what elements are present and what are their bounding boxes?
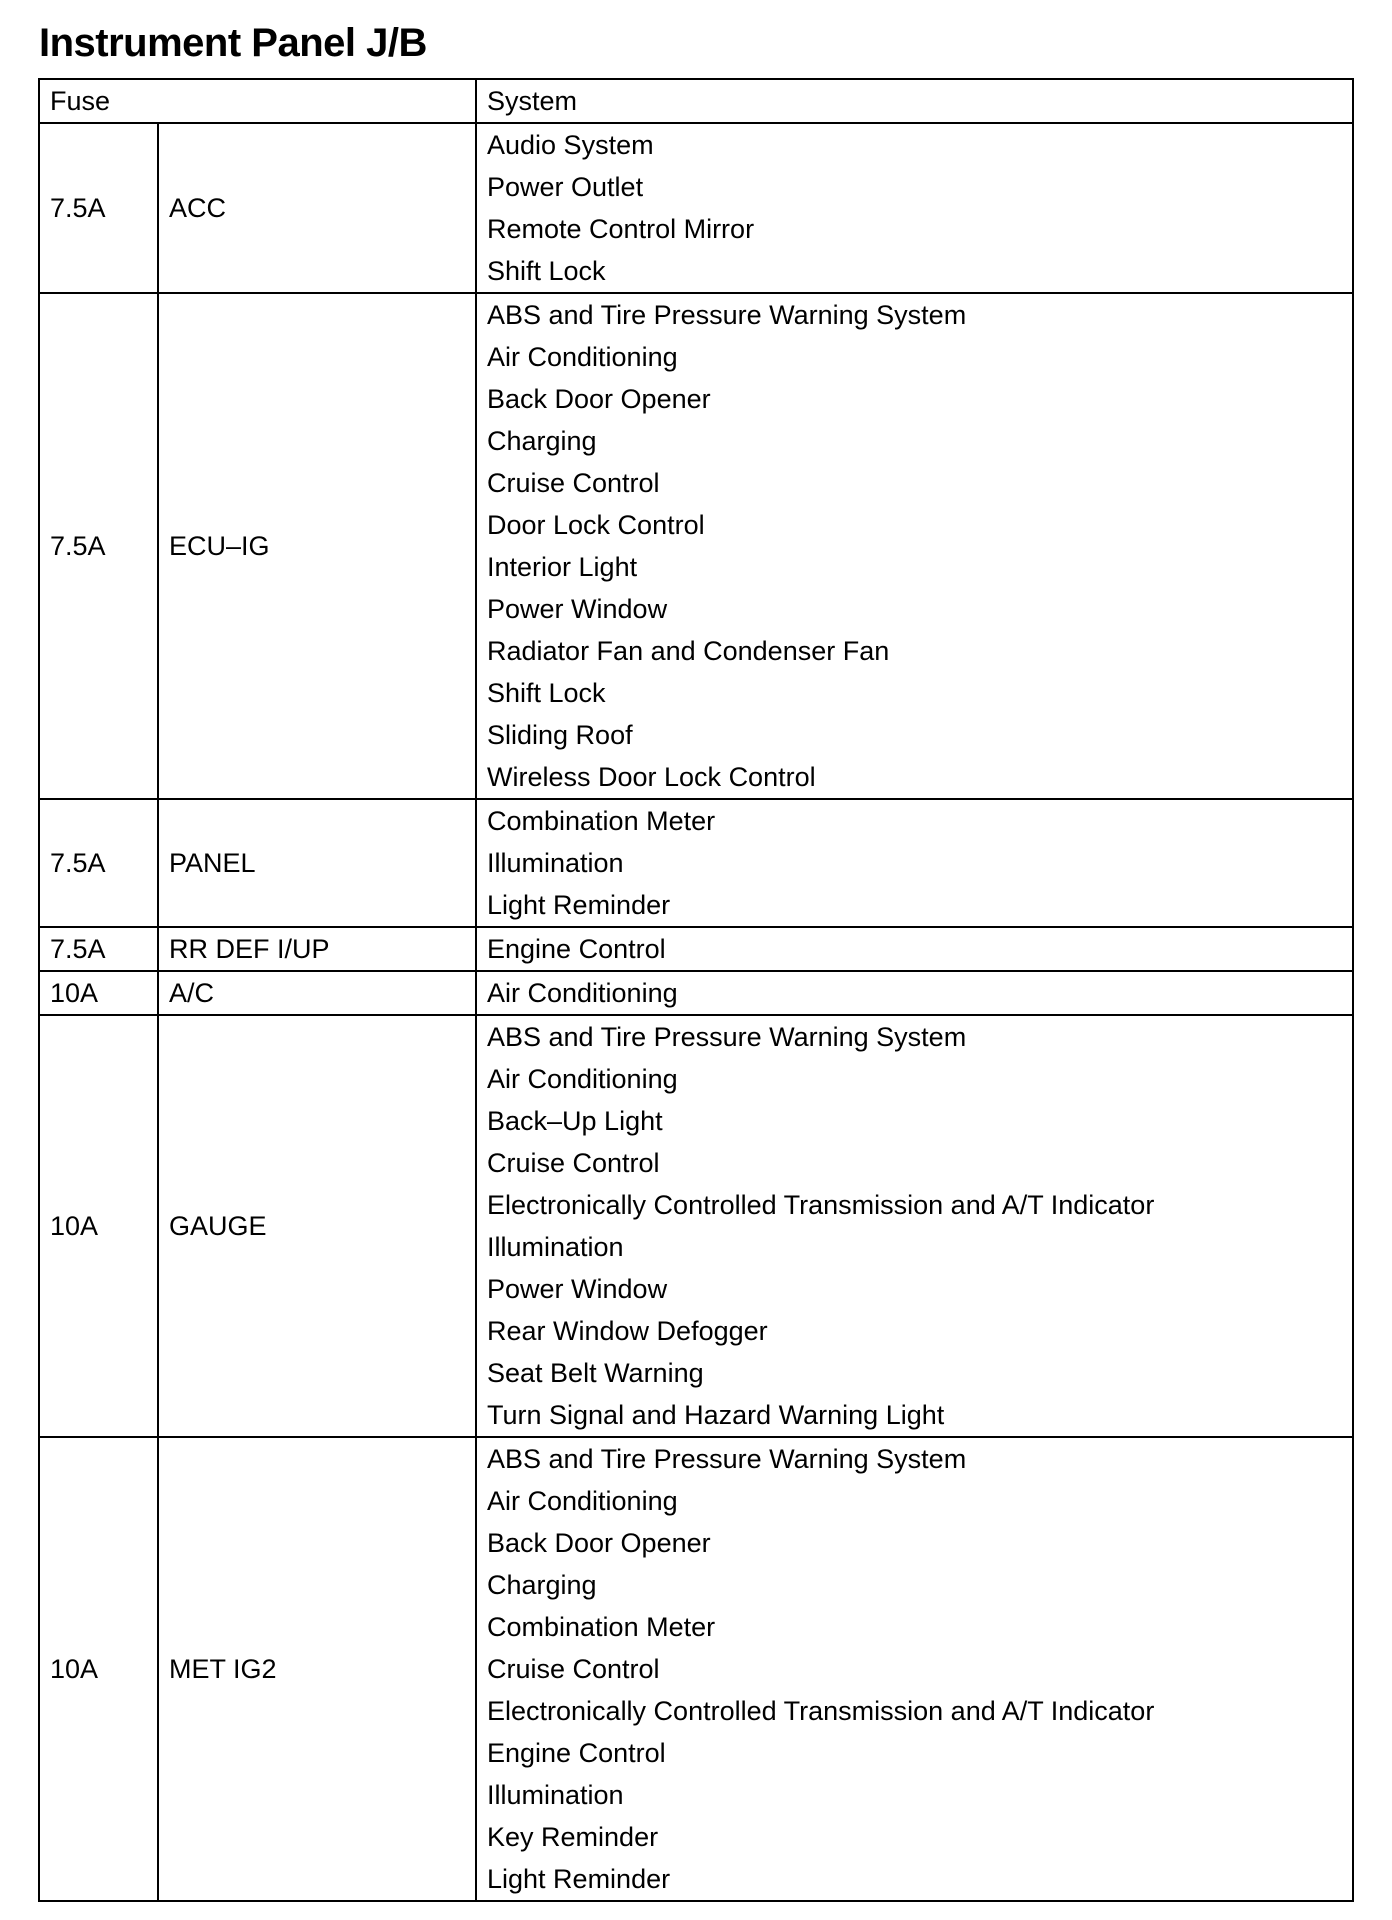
system-item: Back–Up Light [487, 1106, 663, 1136]
system-item: Combination Meter [487, 806, 716, 836]
system-item: Engine Control [487, 934, 666, 964]
system-item: Shift Lock [487, 678, 606, 708]
fuse-amperage: 7.5A [39, 293, 158, 799]
system-item: Air Conditioning [487, 1064, 678, 1094]
system-list [476, 293, 1353, 799]
fuse-name: GAUGE [158, 1015, 476, 1437]
system-item: Sliding Roof [487, 720, 633, 750]
table-row [39, 293, 1353, 799]
system-list [476, 971, 1353, 1015]
system-column-header: System [476, 79, 1353, 123]
fuse-table-body [39, 123, 1353, 1901]
table-row [39, 927, 1353, 971]
fuse-name: RR DEF I/UP [158, 927, 476, 971]
fuse-amperage: 10A [39, 1437, 158, 1901]
system-list [476, 799, 1353, 927]
system-item: Back Door Opener [487, 1528, 711, 1558]
system-item: ABS and Tire Pressure Warning System [487, 1022, 967, 1052]
system-list [476, 123, 1353, 293]
fuse-name: A/C [158, 971, 476, 1015]
system-item: ABS and Tire Pressure Warning System [487, 1444, 967, 1474]
system-item: Power Window [487, 594, 668, 624]
system-list [476, 1015, 1353, 1437]
fuse-amperage: 7.5A [39, 799, 158, 927]
table-header-row [39, 79, 1353, 123]
system-item: Power Outlet [487, 172, 644, 202]
system-item: Air Conditioning [487, 1486, 678, 1516]
table-row [39, 971, 1353, 1015]
system-item: Rear Window Defogger [487, 1316, 768, 1346]
system-item: Combination Meter [487, 1612, 716, 1642]
system-item: Engine Control [487, 1738, 666, 1768]
fuse-name: MET IG2 [158, 1437, 476, 1901]
fuse-name: ECU–IG [158, 293, 476, 799]
system-item: Air Conditioning [487, 342, 678, 372]
fuse-table [38, 78, 1354, 1902]
system-item: Light Reminder [487, 1864, 671, 1894]
system-item: Charging [487, 426, 597, 456]
system-item: Seat Belt Warning [487, 1358, 704, 1388]
system-item: Electronically Controlled Transmission and A/T Indicator [487, 1190, 1155, 1220]
system-item: Turn Signal and Hazard Warning Light [487, 1400, 945, 1430]
system-item: Cruise Control [487, 1654, 660, 1684]
table-row [39, 1015, 1353, 1437]
system-item: Interior Light [487, 552, 638, 582]
system-item: Power Window [487, 1274, 668, 1304]
system-item: Charging [487, 1570, 597, 1600]
table-row [39, 799, 1353, 927]
system-list [476, 927, 1353, 971]
system-item: Illumination [487, 848, 624, 878]
system-item: Air Conditioning [487, 978, 678, 1008]
system-item: Back Door Opener [487, 384, 711, 414]
fuse-amperage: 7.5A [39, 927, 158, 971]
table-row [39, 1437, 1353, 1901]
system-item: Illumination [487, 1232, 624, 1262]
system-item: Illumination [487, 1780, 624, 1810]
system-item: Door Lock Control [487, 510, 705, 540]
fuse-name: ACC [158, 123, 476, 293]
fuse-amperage: 10A [39, 971, 158, 1015]
system-item: Wireless Door Lock Control [487, 762, 816, 792]
fuse-amperage: 7.5A [39, 123, 158, 293]
system-item: Cruise Control [487, 1148, 660, 1178]
system-item: Key Reminder [487, 1822, 659, 1852]
fuse-name: PANEL [158, 799, 476, 927]
fuse-column-header: Fuse [39, 79, 476, 123]
system-item: Audio System [487, 130, 654, 160]
page-title: Instrument Panel J/B [39, 21, 427, 65]
system-item: Remote Control Mirror [487, 214, 755, 244]
system-item: Electronically Controlled Transmission and A/T Indicator [487, 1696, 1155, 1726]
system-item: Light Reminder [487, 890, 671, 920]
fuse-amperage: 10A [39, 1015, 158, 1437]
system-list [476, 1437, 1353, 1901]
system-item: Shift Lock [487, 256, 606, 286]
system-item: ABS and Tire Pressure Warning System [487, 300, 967, 330]
table-row [39, 123, 1353, 293]
system-item: Cruise Control [487, 468, 660, 498]
system-item: Radiator Fan and Condenser Fan [487, 636, 890, 666]
